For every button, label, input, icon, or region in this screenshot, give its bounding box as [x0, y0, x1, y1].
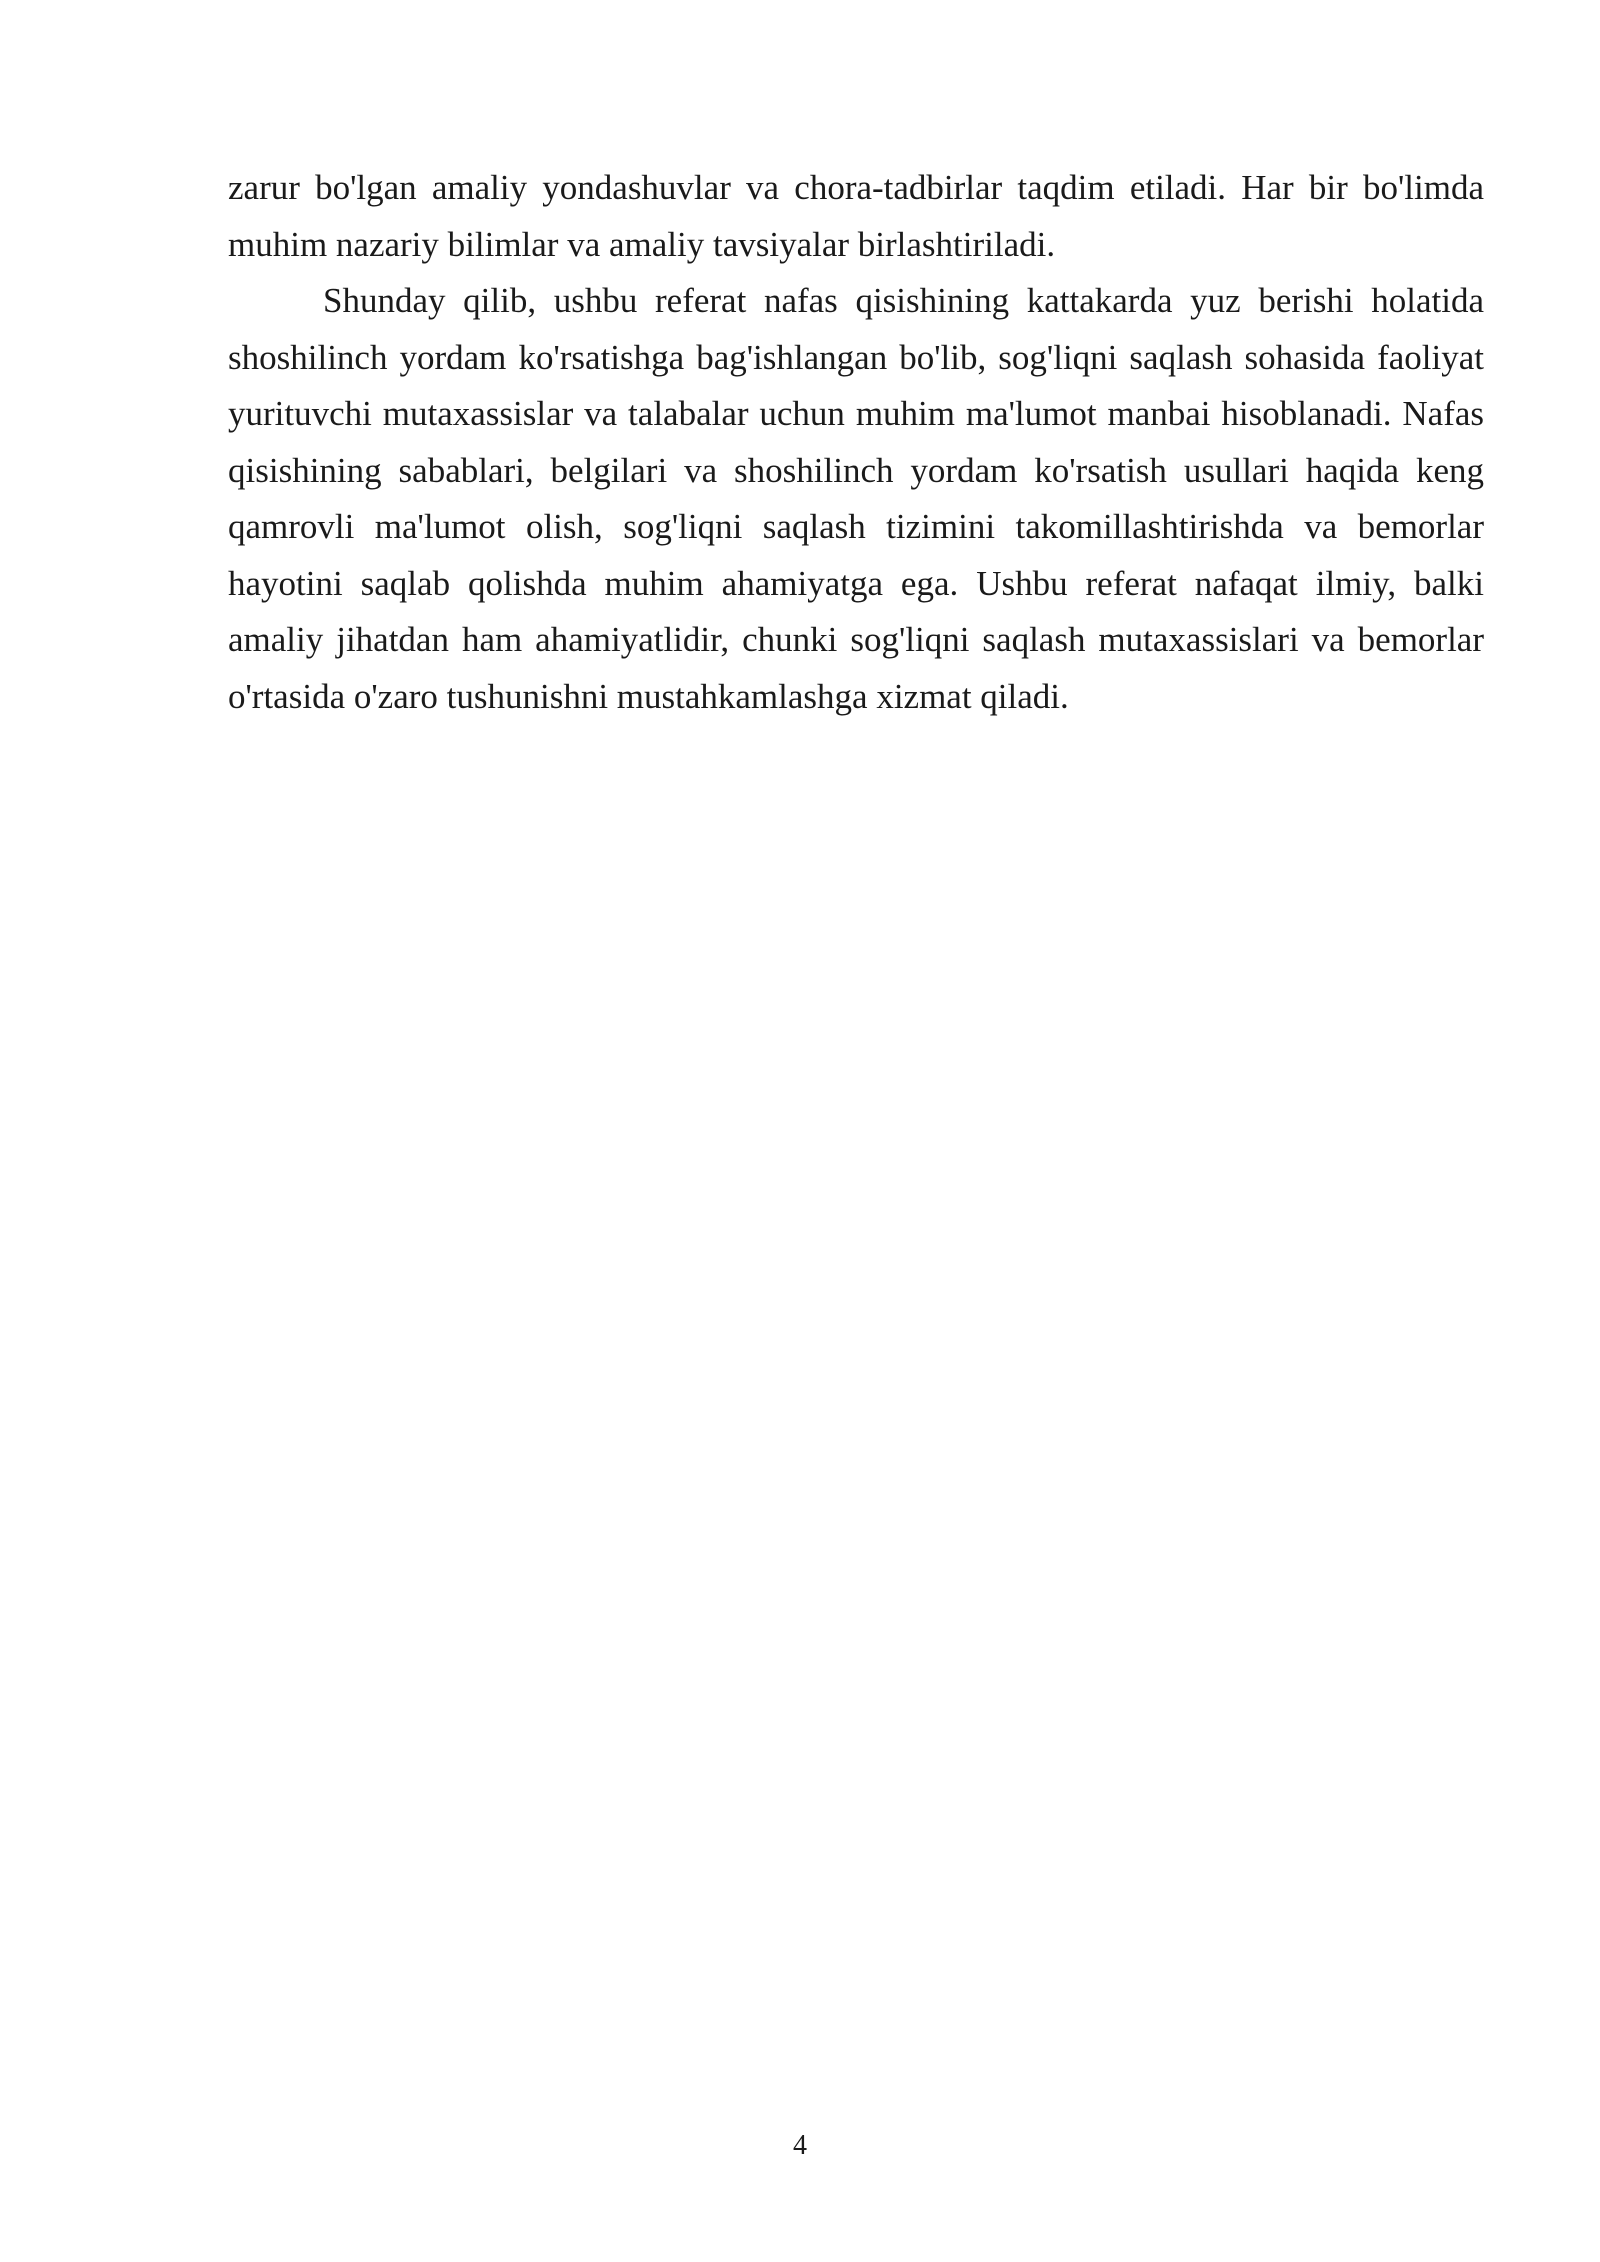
page-number: 4 [793, 2130, 807, 2161]
body-text [228, 160, 1484, 725]
paragraph-continuation: zarur bo'lgan amaliy yondashuvlar va chora-tadbirlar taqdim etiladi. Har bir bo'limda muhim nazariy bilimlar va amaliy tavsiyalar birlashtiriladi. [228, 168, 1484, 264]
paragraph-conclusion: Shunday qilib, ushbu referat nafas qisishining kattakarda yuz berishi holatida shoshilinch yordam ko'rsatishga bag'ishlangan bo'lib, sog'liqni saqlash sohasida faoliyat yurituvchi mutaxassislar va talabalar uchun muhim ma'lumot manbai hisoblanadi. Nafas qisishining sabablari, belgilari va shoshilinch yordam ko'rsatish usullari haqida keng qamrovli ma'lumot olish, sog'liqni saqlash tizimini takomillashtirishda va bemorlar hayotini saqlab qolishda muhim ahamiyatga ega. Ushbu referat nafaqat ilmiy, balki amaliy jihatdan ham ahamiyatlidir, chunki sog'liqni saqlash mutaxassislari va bemorlar o'rtasida o'zaro tushunishni mustahkamlashga xizmat qiladi. [228, 281, 1484, 716]
